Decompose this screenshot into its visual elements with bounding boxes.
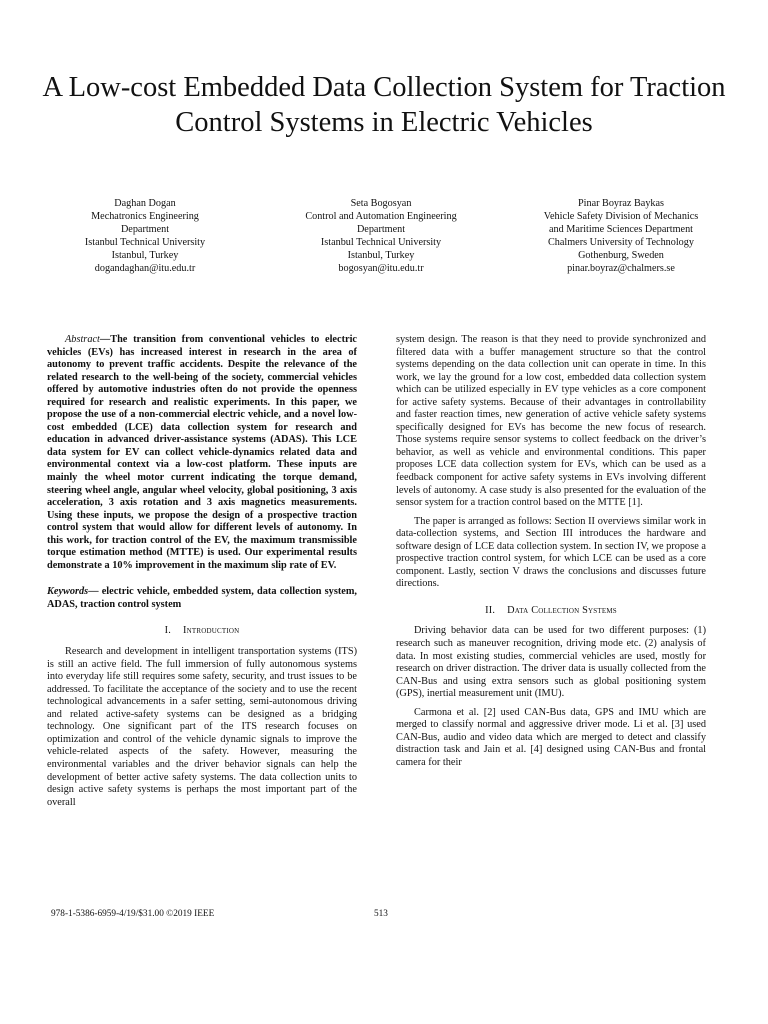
keywords [47,586,357,611]
arrangement-paragraph: The paper is arranged as follows: Section II overviews similar work in data-collection systems, and Section III introduces the hardware and software design of LCE data collection system. In section IV, we propose a prospective traction control system, for which LCE can be used as a core component. Lastly, section V draws the conclusions and discusses future directions. [396,515,706,590]
section-number: II. [485,604,496,616]
author-dept-cont: Department [120,223,170,235]
author-dept: Control and Automation Engineering [305,210,457,222]
author-dept: Mechatronics Engineering [91,210,199,222]
section-title: Data Collection Systems [507,604,617,616]
author-email: bogosyan@itu.edu.tr [338,262,424,274]
section-heading-data-collection [396,605,706,618]
author-location: Istanbul, Turkey [347,249,415,261]
author-dept-cont: Department [356,223,406,235]
section-number: I. [164,625,171,637]
author-block-2 [266,198,496,275]
page-number: 513 [374,909,388,919]
section-heading-intro [47,625,357,638]
author-university: Istanbul Technical University [84,236,206,248]
intro-paragraph: Research and development in intelligent transportation systems (ITS) is still an active field. The full immersion of fully autonomous systems into everyday life still requires some safety, security, and trust issues to be addressed. To facilitate the acceptance of the society and to use the recent technological advancements in a safer setting, semi-autonomous driving and related active-safety systems can be designed as a bridging technology. One significant part of the ITS research focuses on optimization and control of the vehicle dynamic signals to improve the vehicle-related aspects of the safety. However, measuring the environmental variables and the driver behavior signals can help the development of better active safety systems. The data collection units to design active safety systems is perhaps the most important part of the overall [47,646,357,808]
section-title: Introduction [183,625,240,637]
copyright-notice: 978-1-5386-6959-4/19/$31.00 ©2019 IEEE [51,909,215,919]
keywords-label: Keywords [47,586,89,598]
author-name: Daghan Dogan [114,198,176,209]
author-block-1 [30,198,260,275]
paper-title: A Low-cost Embedded Data Collection System for Traction Control Systems in Electric Vehicles [42,72,726,138]
left-column [47,334,357,815]
author-name: Seta Bogosyan [350,198,412,209]
author-email: dogandaghan@itu.edu.tr [94,262,196,274]
abstract-dash: — [99,334,111,345]
intro-continuation: system design. The reason is that they need to provide synchronized and filtered data with a buffer management structure so that the control systems depending on the data collection unit can operate in time. In this work, we lay the ground for a low cost, embedded data collection system which can be utilized especially in EV type vehicles as a core component for active safety systems. Because of their advantages in controllability and faster reaction times, new generation of active vehicle safety systems specifically designed for EVs has become the new focus of research. Those systems require sensor systems to collect feedback on the driver’s behavior, as well as vehicle and environmental conditions. This paper proposes LCE data collection system for EVs, which can be used as a feedback component for active safety systems in EVs involving different levels of autonomy. A case study is also presented for the evaluation of the sensor system for a traction control based on the MTTE [1]. [396,334,706,509]
abstract-label: Abstract [65,334,100,345]
abstract-text: The transition from conventional vehicles to electric vehicles (EVs) has increased interest in research in the area of autonomy to prevent traffic accidents. Despite the relevance of the related research to the well-being of the society, commercial vehicles offered by automotive industries often do not provide the openness required for research and realistic experiments. In this paper, we propose the use of a non-commercial electric vehicle, and a novel low-cost embedded (LCE) data collection system for research and education in advanced driver-assistance systems (ADAS). This LCE data system for EV can collect vehicle-dynamics related data and environmental context via a low-cost platform. These inputs are mainly the wheel motor current indicating the torque demand, steering wheel angle, angular wheel velocity, global positioning, 3 axis acceleration, 3 axis rotation and 3 axis magnetics measurements. Using these inputs, we propose the design of a prospective traction control system that would allow for different levels of autonomy. In this work, for traction control of the EV, the maximum transmissible torque estimation method (MTTE) is used. Our experimental results demonstrate a 10% improvement in the maximum slip rate of EV. [47,334,357,571]
author-block-3 [506,198,736,275]
data-collection-paragraph: Driving behavior data can be used for two different purposes: (1) research such as maneuver recognition, driving mode etc. (2) analysis of data. In most existing studies, commercial vehicles are used, mostly for research on driver distraction. The driver data is usually collected from the CAN-Bus and using extra sensors such as global positioning system (GPS), inertial measurement unit (IMU). [396,625,706,700]
data-collection-paragraph: Carmona et al. [2] used CAN-Bus data, GPS and IMU which are merged to classify normal and aggressive driver mode. Li et al. [3] used CAN-Bus, audio and video data which are merged to detect and classify distraction task and Jain et al. [4] designed using CAN-Bus and frontal camera for their [396,706,706,768]
author-university: Istanbul Technical University [320,236,442,248]
author-university: Chalmers University of Technology [548,236,694,248]
author-dept-cont: and Maritime Sciences Department [549,223,693,235]
author-name: Pinar Boyraz Baykas [577,198,664,209]
keywords-text: — electric vehicle, embedded system, data collection system, ADAS, traction control system [47,586,357,610]
right-column [396,334,706,776]
author-location: Istanbul, Turkey [111,249,179,261]
author-location: Gothenburg, Sweden [578,249,664,261]
abstract [47,334,357,572]
author-email: pinar.boyraz@chalmers.se [567,262,675,274]
author-dept: Vehicle Safety Division of Mechanics [543,210,699,222]
